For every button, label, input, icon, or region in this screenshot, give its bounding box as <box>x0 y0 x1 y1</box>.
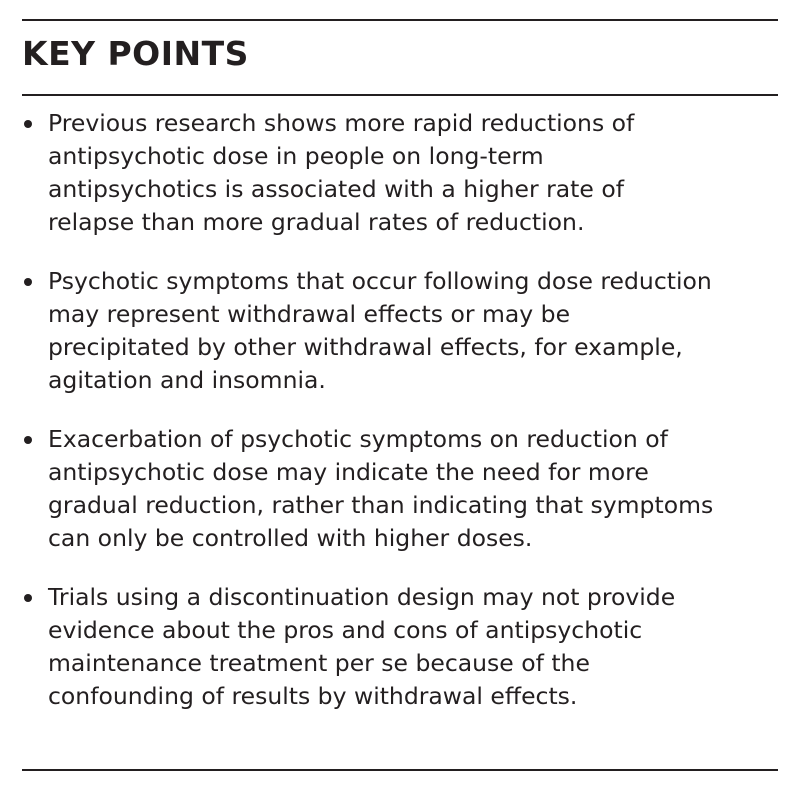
title-rule <box>22 94 778 96</box>
point-line: maintenance treatment per se because of the <box>48 649 590 677</box>
point-line: may represent withdrawal effects or may be <box>48 300 571 328</box>
key-point <box>22 107 792 239</box>
bottom-rule <box>22 769 778 771</box>
bullet-icon <box>24 594 32 602</box>
point-line: antipsychotic dose may indicate the need for more <box>48 458 649 486</box>
top-rule <box>22 19 778 21</box>
point-line: Psychotic symptoms that occur following dose reduction <box>48 267 712 295</box>
point-line: can only be controlled with higher doses. <box>48 524 533 552</box>
bullet-icon <box>24 120 32 128</box>
point-line: antipsychotics is associated with a higher rate of <box>48 175 624 203</box>
point-line: precipitated by other withdrawal effects, for example, <box>48 333 683 361</box>
key-point <box>22 581 792 713</box>
point-line: Trials using a discontinuation design may not provide <box>48 583 676 611</box>
point-line: evidence about the pros and cons of antipsychotic <box>48 616 643 644</box>
point-line: Exacerbation of psychotic symptoms on reduction of <box>48 425 668 453</box>
point-line: relapse than more gradual rates of reduction. <box>48 208 585 236</box>
key-point <box>22 265 792 397</box>
bullet-icon <box>24 278 32 286</box>
point-line: agitation and insomnia. <box>48 366 326 394</box>
point-line: Previous research shows more rapid reductions of <box>48 109 635 137</box>
point-line: confounding of results by withdrawal effects. <box>48 682 578 710</box>
box-title: KEY POINTS <box>22 34 249 73</box>
key-point <box>22 423 792 555</box>
point-line: gradual reduction, rather than indicating that symptoms <box>48 491 714 519</box>
point-line: antipsychotic dose in people on long-term <box>48 142 544 170</box>
bullet-icon <box>24 436 32 444</box>
key-points-list <box>22 107 792 739</box>
